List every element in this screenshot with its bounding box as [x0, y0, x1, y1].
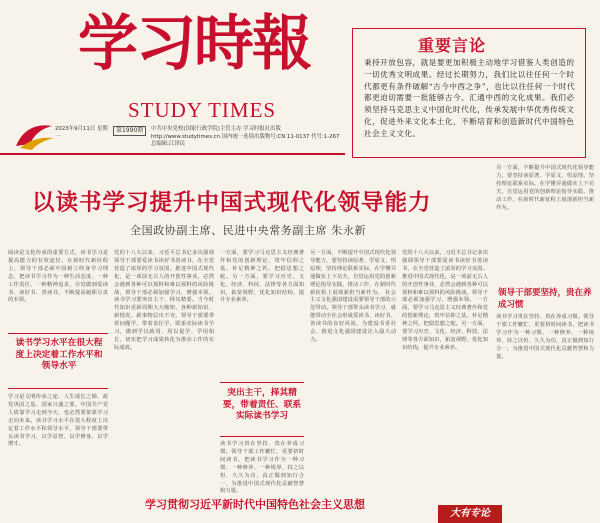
column-stamp: 大有专论: [438, 505, 502, 523]
important-notice-title: 重要言论: [418, 36, 487, 55]
article-subhead-1: 读书学习水平在很大程度上决定着工作水平和领导水平: [15, 338, 103, 371]
article-byline: 全国政协副主席、民进中央常务副主席 朱永新: [130, 224, 367, 237]
side-column-top: 另一方面，不断提升中国式现代化领导能力，要坚持读原著、学原文、悟原理，坚持理论联系实际，在学懂弄通做实上下功夫，自觉运用党的创新理论指导实践、推动工作，在新时代新征程上展现新担当新作为。: [496, 165, 594, 211]
column-rule: [220, 436, 304, 437]
article-column-1-top: 阅读是文化传承的重要方式，读书学习是提高能力的有效途径。在新时代新征程上，领导干部必须牢固树立终身学习理念，把读书学习作为一种生活态度、一种工作责任、一种精神追求，自觉做到爱读书、读好书、善读书，不断提高履职尽责的本领。: [8, 250, 108, 304]
article-column-5-text-b: 一方面，要学习马克思主义经典著作和党的创新理论，筑牢信仰之基、补足精神之钙、把稳思想之舵。另一方面，要学习历史、文化、经济、科技、法律等各方面知识，拓宽视野，优化知识结构，提升专业素养。: [402, 297, 488, 351]
article-headline: 以读书学习提升中国式现代化领导能力: [32, 190, 432, 216]
article-column-4: [310, 250, 396, 490]
article-column-2-text: 党的十八大以来，习近平总书记多次强调领导干部要爱读书读好书善读书，在全党营造了浓厚的学习氛围。推进中国式现代化，是一项前无古人的开创性事业，必然会遇到各种可以预料和难以预料的风险挑战，领导干部必须加强学习，增强本领。: [114, 250, 214, 296]
emblem-icon: [12, 116, 56, 152]
article-column-4-text: 另一方面，不断提升中国式现代化领导能力，要坚持读原著、学原文、悟原理，坚持理论联系实际，在学懂弄通做实上下功夫，自觉运用党的创新理论指导实践、推动工作，在新时代新征程上展现新担当新作为。: [310, 250, 396, 296]
bottom-banner-text: 学习贯彻习近平新时代中国特色社会主义思想: [145, 498, 365, 511]
article-column-2: [114, 250, 214, 490]
article-subhead-2: 突出主干，择其精要，带着责任、联系实际读书学习: [222, 388, 302, 421]
side-column-body: 读书学习贵在坚持、贵在养成习惯。领导干部工作繁忙，更要挤时间读书，把读书学习作为一种习惯、一种修养、一种境界，持之以恒、久久为功，真正做到知行合一，为推进中国式现代化贡献智慧和力量。: [496, 314, 594, 360]
article-column-5: [402, 250, 488, 490]
column-rule: [220, 382, 304, 383]
article-column-1-body: 学习是文明传承之途、人生成长之梯、政党巩固之基、国家兴盛之要。中国共产党人依靠学习走到今天，也必然要依靠学习走向未来。读书学习水平在很大程度上决定着工作水平和领导水平，领导干部要带头读书学习，以学益智、以学修身、以学增才。: [8, 394, 108, 448]
article-column-3-top: 一方面，要学习马克思主义经典著作和党的创新理论，筑牢信仰之基、补足精神之钙、把稳思想之舵。另一方面，要学习历史、文化、经济、科技、法律等各方面知识，拓宽视野，优化知识结构，提升专业素养。: [220, 250, 304, 304]
article-column-5-text: 党的十八大以来，习近平总书记多次强调领导干部要爱读书读好书善读书，在全党营造了浓厚的学习氛围。推进中国式现代化，是一项前无古人的开创性事业，必然会遇到各种可以预料和难以预料的风险挑战，领导干部必须加强学习，增强本领。: [402, 250, 488, 304]
newspaper-logo-english: STUDY TIMES: [128, 98, 277, 122]
column-rule: [8, 388, 108, 389]
column-rule: [8, 333, 108, 334]
issue-date: 2023年9月11日 星期一: [55, 126, 108, 140]
masthead-divider: [0, 153, 345, 155]
issue-info-strip: [55, 125, 345, 153]
publication-meta: 中共中央党校(国家行政学院)主管主办 学习时报社出版 http://www.studytimes.cn 国内统一连续出版物号:CN 11-0137 代号:1-267 总编辑:江泽民: [151, 126, 340, 147]
article-subhead-3: 领导干部要坚持，贵在养成习惯: [498, 288, 592, 310]
article-column-2-text-b: 读书学习要突出主干、择其精要。当今时代知识更新周期大大缩短，各种新知识、新情况、新事物层出不穷。领导干部要带着问题学、带着责任学，联系实际读书学习，做到学以致用、用以促学、学用相长，切实把学习成果转化为推动工作的实际成效。: [114, 297, 214, 351]
important-notice-body: 秉持开放包容，就是要更加积极主动地学习借鉴人类创造的一切优秀文明成果。经过长期努力，我们比以往任何一个时代都更有条件破解“古今中西之争”，也比以往任何一个时代都更迫切需要一批能够古今、汇通中西的文化成果。我们必须坚持马克思主义中国化时代化，传承发展中华优秀传统文化，促进外来文化本土化，不断培育和创造新时代中国特色社会主义文化。: [364, 58, 576, 138]
article-column-4-text-b: 社会主义文化强国建设需要领导干部的示范带动。领导干部带头读书学习，就能带动全社会形成爱读书、读好书、善读书的良好风尚，为建设书香社会、推进文化强国建设注入强大动力。: [310, 289, 396, 343]
article-column-3-body: 读书学习贵在坚持、贵在养成习惯。领导干部工作繁忙，更要挤时间读书，把读书学习作为一种习惯、一种修养、一种境界，持之以恒、久久为功，真正做到知行合一，为推进中国式现代化贡献智慧和力量。: [220, 441, 304, 495]
newspaper-logo: 学习時報: [78, 9, 310, 79]
issue-number: 第1990期: [113, 126, 146, 136]
